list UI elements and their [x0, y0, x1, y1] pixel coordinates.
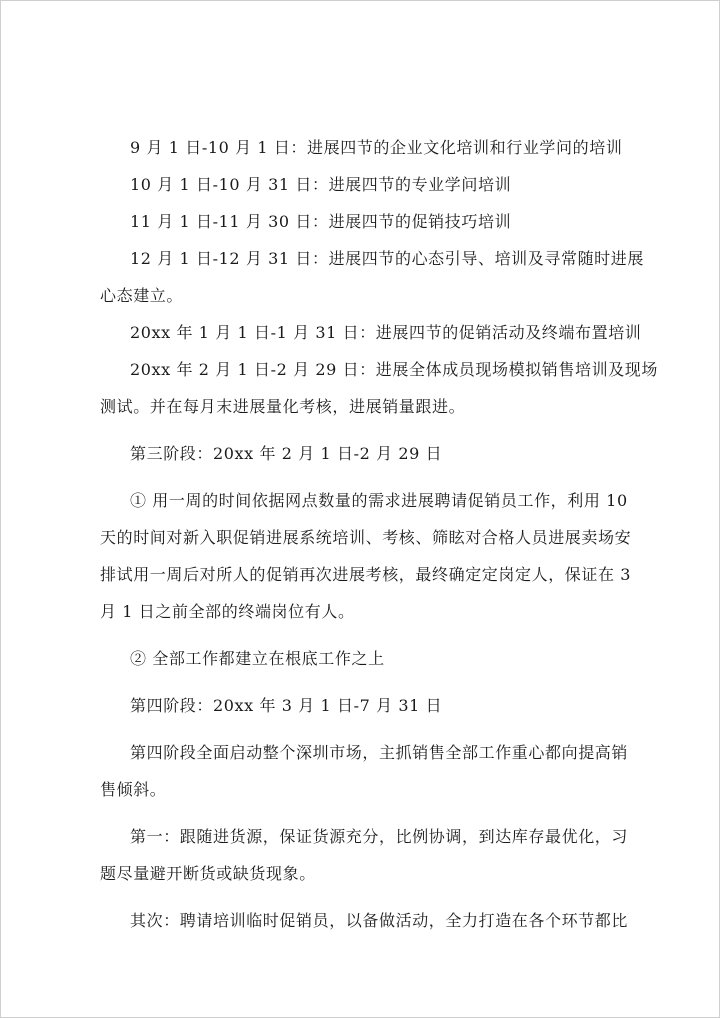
document-body [0, 129, 720, 939]
text-line: 11 月 1 日-11 月 30 日：进展四节的促销技巧培训 [130, 212, 512, 231]
text-line: 月 1 日之前全部的终端岗位有人。 [100, 602, 355, 621]
text-line: ② 全部工作都建立在根底工作之上 [130, 649, 385, 668]
section-heading: 第三阶段：20xx 年 2 月 1 日-2 月 29 日 [130, 444, 443, 463]
text-line: 心态建立。 [100, 286, 184, 305]
text-line: 9 月 1 日-10 月 1 日：进展四节的企业文化培训和行业学问的培训 [130, 138, 623, 157]
text-line: 20xx 年 2 月 1 日-2 月 29 日：进展全体成员现场模拟销售培训及现场 [130, 360, 658, 379]
text-line: 测试。并在每月末进展量化考核，进展销量跟进。 [100, 397, 466, 416]
text-line: 12 月 1 日-12 月 31 日：进展四节的心态引导、培训及寻常随时进展 [130, 249, 644, 268]
text-line: ① 用一周的时间依据网点数量的需求进展聘请促销员工作，利用 10 [130, 491, 628, 510]
text-line: 其次：聘请培训临时促销员，以备做活动，全力打造在各个环节都比 [130, 911, 629, 930]
text-line: 天的时间对新入职促销进展系统培训、考核、筛眩对合格人员进展卖场安 [100, 528, 632, 547]
text-line: 售倾斜。 [100, 780, 167, 799]
text-line: 第一：跟随进货源，保证货源充分，比例协调，到达库存最优化，习 [130, 827, 629, 846]
text-line: 20xx 年 1 月 1 日-1 月 31 日：进展四节的促销活动及终端布置培训 [130, 323, 642, 342]
text-line: 排试用一周后对所人的促销再次进展考核，最终确定定岗定人，保证在 3 [100, 565, 632, 584]
text-line: 第四阶段全面启动整个深圳市场，主抓销售全部工作重心都向提高销 [130, 743, 629, 762]
text-line: 10 月 1 日-10 月 31 日：进展四节的专业学问培训 [130, 175, 512, 194]
text-line: 题尽量避开断货或缺货现象。 [100, 864, 316, 883]
section-heading: 第四阶段：20xx 年 3 月 1 日-7 月 31 日 [130, 696, 443, 715]
